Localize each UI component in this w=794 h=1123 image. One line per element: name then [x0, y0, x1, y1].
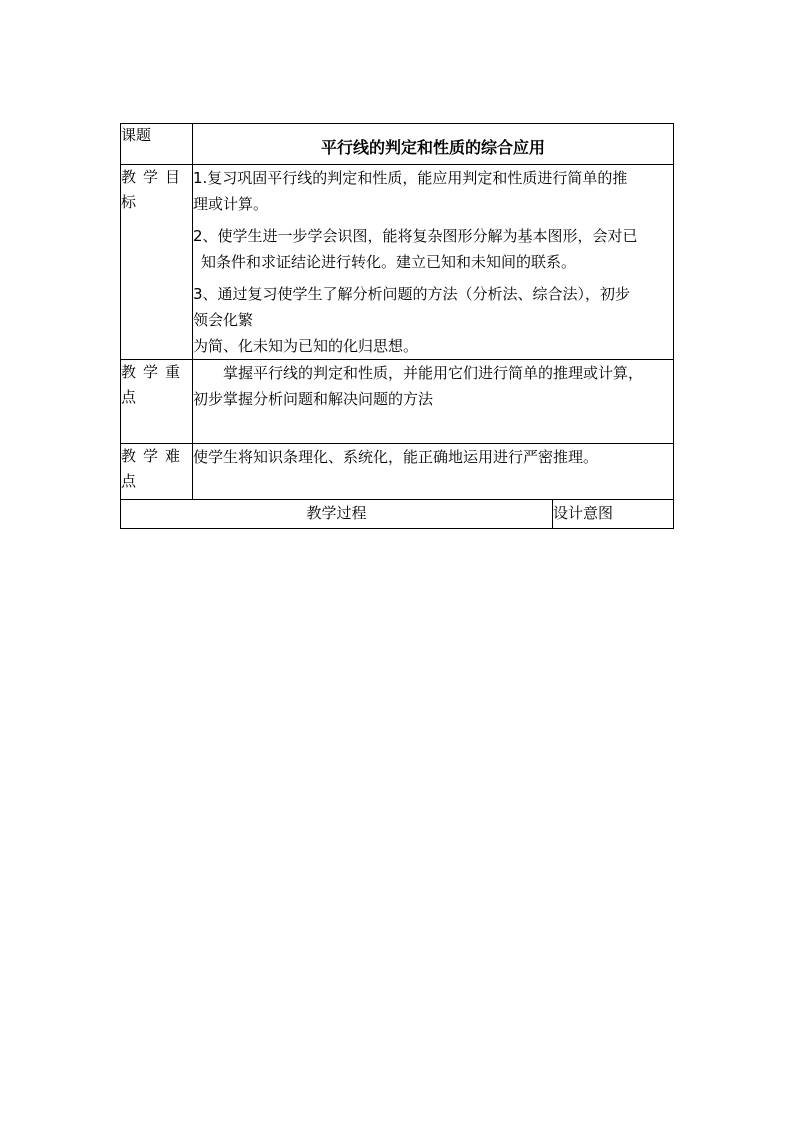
topic-row	[121, 124, 674, 165]
key-points-content	[193, 360, 674, 444]
key-points-row	[121, 360, 674, 444]
objective-3-line-2: 领会化繁	[193, 311, 254, 329]
lesson-plan-table	[120, 123, 674, 529]
process-header-row	[121, 500, 674, 529]
difficulties-content	[193, 444, 674, 500]
difficulties-row	[121, 444, 674, 500]
key-points-line-2: 初步掌握分析问题和解决问题的方法	[193, 390, 434, 408]
topic-label: 课题	[121, 124, 193, 165]
objectives-content	[193, 165, 674, 360]
key-points-line-1: 掌握平行线的判定和性质，并能用它们进行简单的推理或计算，	[223, 364, 644, 382]
objective-3-line-1: 3、通过复习使学生了解分析问题的方法（分析法、综合法），初步	[193, 285, 631, 303]
objectives-label: 教学目标	[121, 165, 193, 360]
intent-header: 设计意图	[553, 500, 674, 529]
objective-2-line-2: 知条件和求证结论进行转化。建立已知和未知间的联系。	[201, 253, 577, 271]
objective-3-line-3: 为简、化未知为已知的化归思想。	[193, 337, 419, 355]
objective-1-line-1: 1.复习巩固平行线的判定和性质，能应用判定和性质进行简单的推	[193, 169, 628, 187]
objective-2-line-1: 2、使学生进一步学会识图，能将复杂图形分解为基本图形，会对已	[193, 227, 638, 245]
difficulties-text: 使学生将知识条理化、系统化，能正确地运用进行严密推理。	[193, 448, 599, 466]
topic-title-cell	[193, 124, 674, 165]
process-header: 教学过程	[121, 500, 553, 529]
objective-1-line-2: 理或计算。	[193, 195, 269, 213]
objectives-row	[121, 165, 674, 360]
difficulties-label: 教学难点	[121, 444, 193, 500]
topic-title: 平行线的判定和性质的综合应用	[321, 138, 546, 157]
key-points-label: 教学重点	[121, 360, 193, 444]
